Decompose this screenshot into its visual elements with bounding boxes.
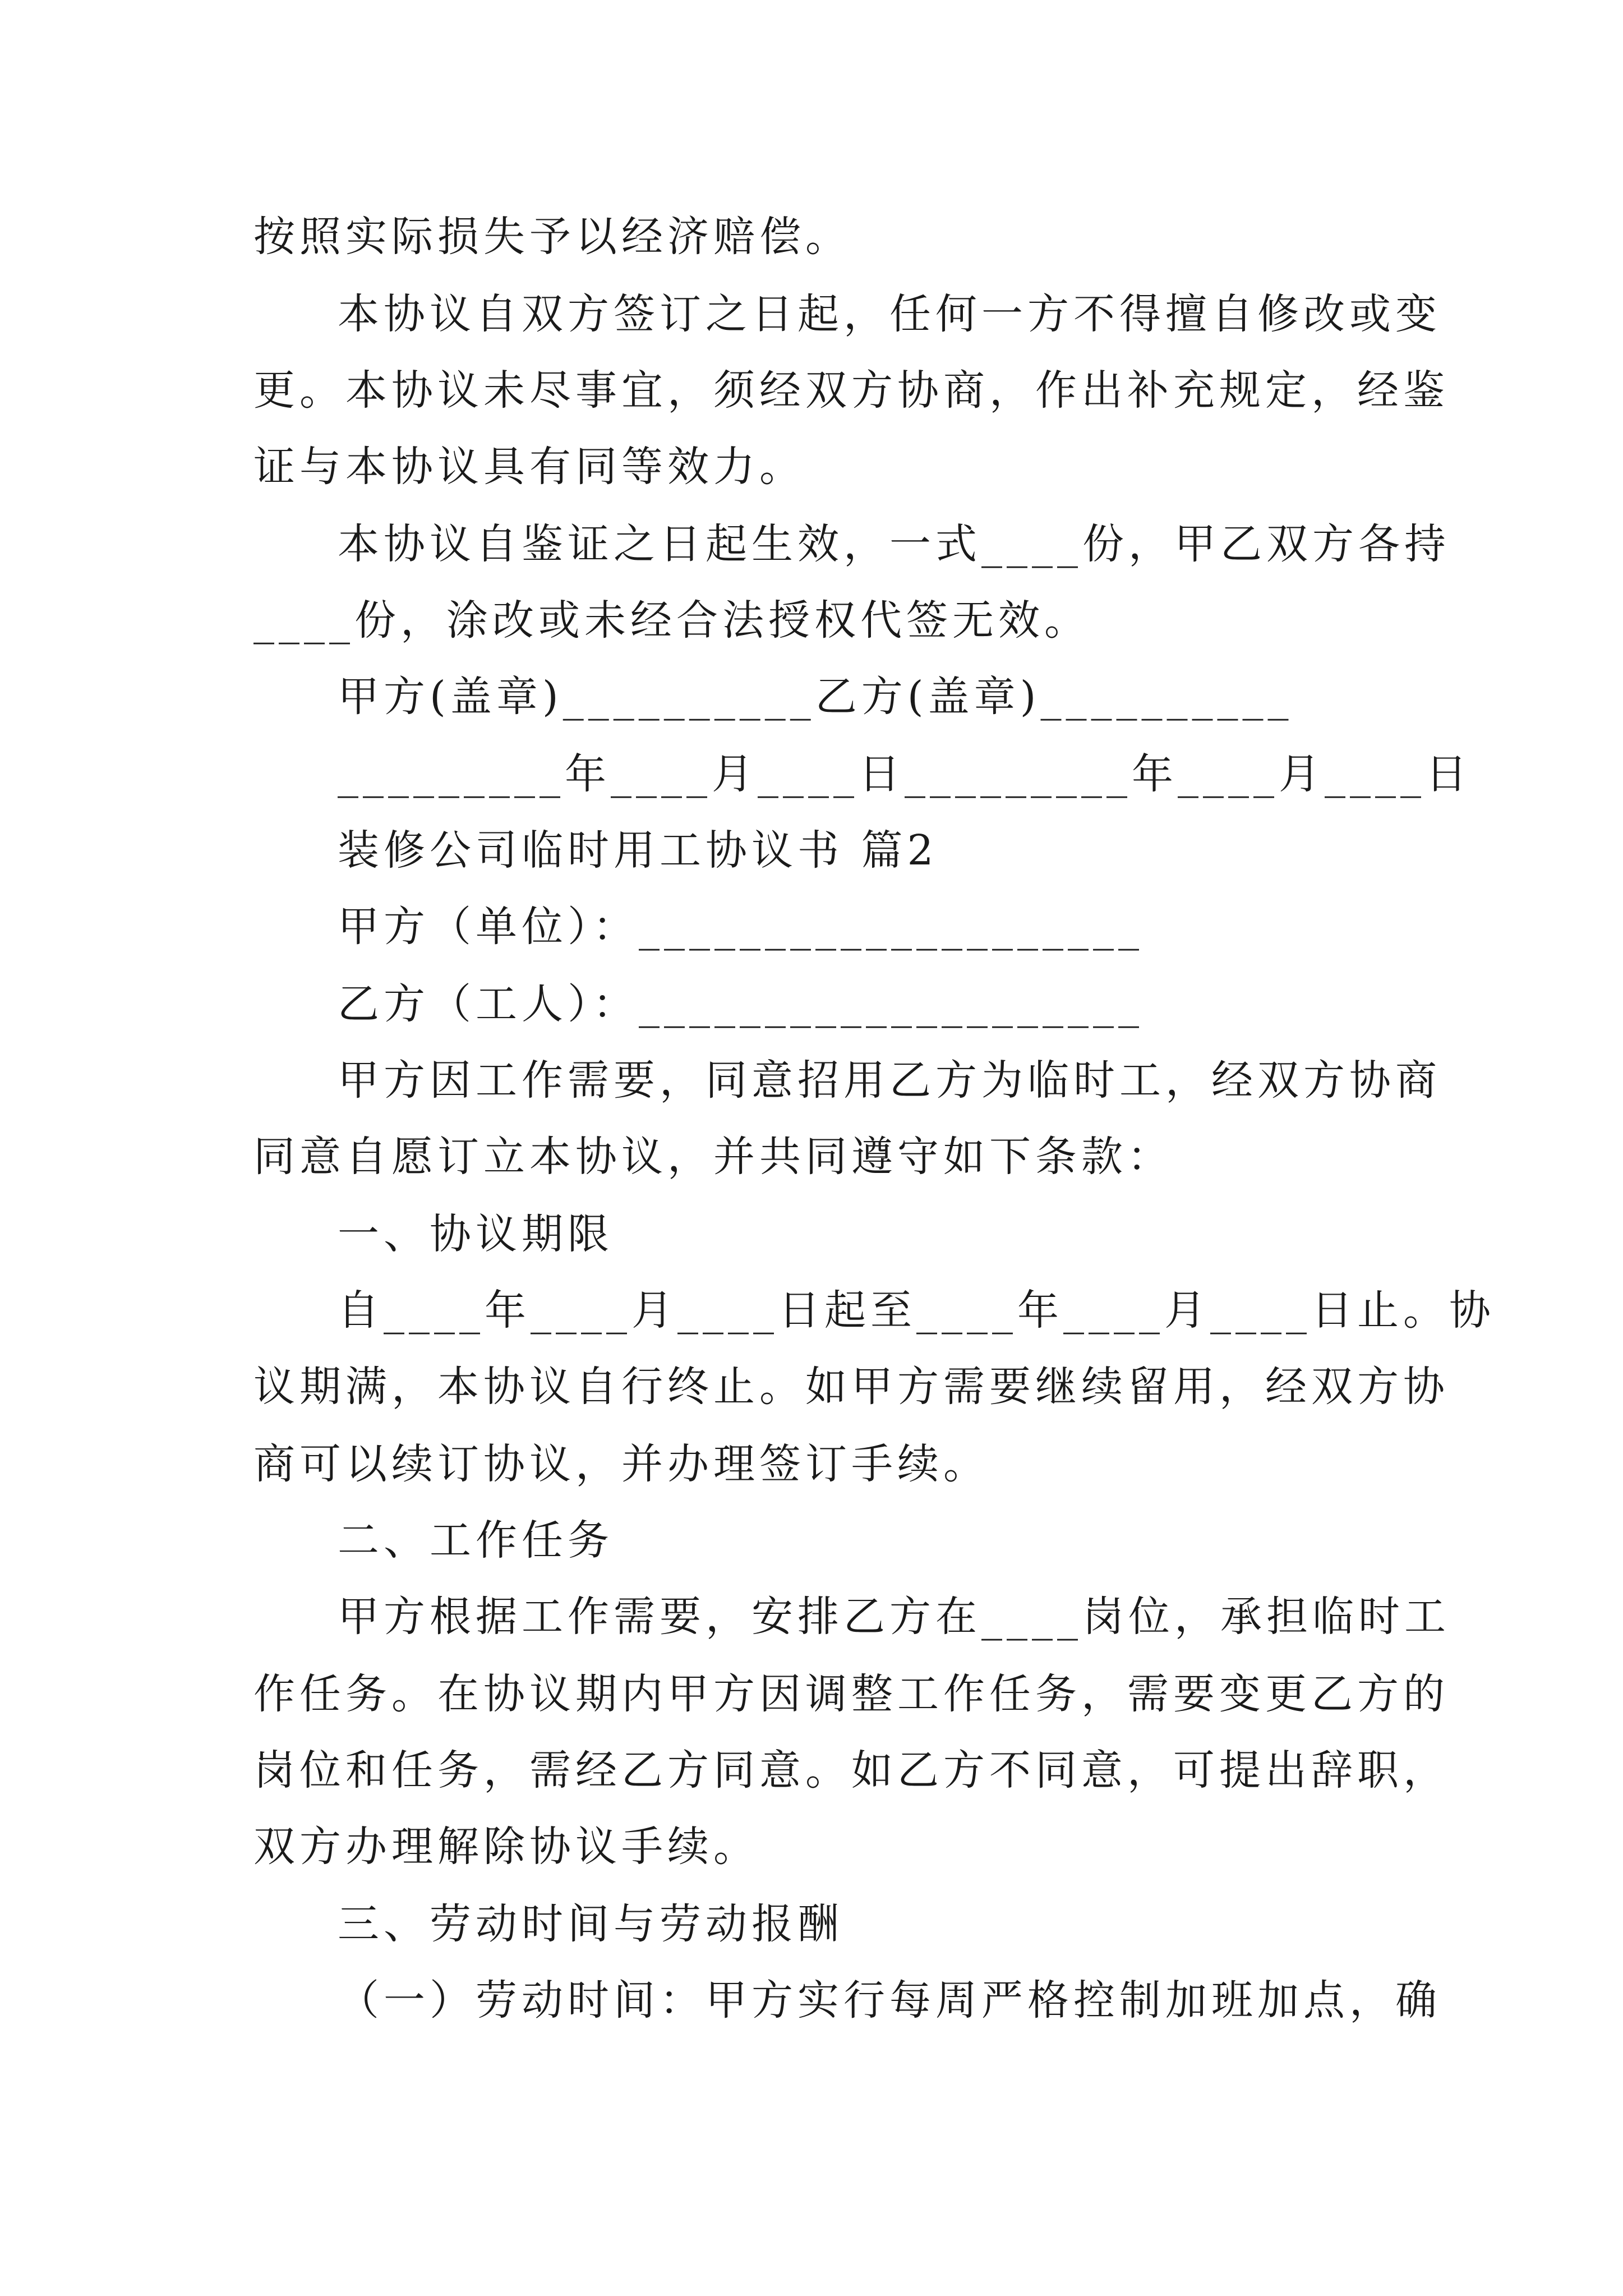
paragraph-line-19: 甲方根据工作需要，安排乙方在____岗位，承担临时工 <box>338 1593 1450 1641</box>
heading-hours-pay: 三、劳动时间与劳动报酬 <box>338 1900 843 1948</box>
heading-tasks: 二、工作任务 <box>338 1516 614 1565</box>
paragraph-line-3: 更。本协议未尽事宜，须经双方协商，作出补充规定，经鉴 <box>253 366 1449 415</box>
paragraph-line-12: 甲方因工作需要，同意招用乙方为临时工，经双方协商 <box>338 1056 1441 1105</box>
signature-line: 甲方(盖章)__________乙方(盖章)__________ <box>338 673 1293 721</box>
date-line: _________年____月____日_________年____月____日 <box>338 750 1472 798</box>
paragraph-line-2: 本协议自双方签订之日起，任何一方不得擅自修改或变 <box>338 290 1441 338</box>
paragraph-line-24: （一）劳动时间：甲方实行每周严格控制加班加点，确 <box>338 1976 1441 2024</box>
party-b-line: 乙方（工人）：____________________ <box>338 980 1144 1028</box>
party-a-line: 甲方（单位）：____________________ <box>338 903 1144 951</box>
paragraph-line-20: 作任务。在协议期内甲方因调整工作任务，需要变更乙方的 <box>253 1670 1449 1718</box>
paragraph-line-1: 按照实际损失予以经济赔偿。 <box>253 213 851 261</box>
section-title: 装修公司临时用工协议书 篇2 <box>338 826 938 875</box>
paragraph-line-21: 岗位和任务，需经乙方同意。如乙方不同意，可提出辞职， <box>253 1746 1449 1795</box>
paragraph-line-17: 商可以续订协议，并办理签订手续。 <box>253 1440 989 1488</box>
paragraph-line-13: 同意自愿订立本协议，并共同遵守如下条款： <box>253 1133 1173 1181</box>
paragraph-line-4: 证与本协议具有同等效力。 <box>253 443 805 491</box>
paragraph-line-22: 双方办理解除协议手续。 <box>253 1823 759 1871</box>
paragraph-line-15: 自____年____月____日起至____年____月____日止。协 <box>338 1286 1495 1335</box>
paragraph-line-5: 本协议自鉴证之日起生效，一式____份，甲乙双方各持 <box>338 520 1450 568</box>
paragraph-line-6: ____份，涂改或未经合法授权代签无效。 <box>253 596 1090 645</box>
paragraph-line-16: 议期满，本协议自行终止。如甲方需要继续留用，经双方协 <box>253 1363 1449 1411</box>
heading-term: 一、协议期限 <box>338 1210 614 1258</box>
